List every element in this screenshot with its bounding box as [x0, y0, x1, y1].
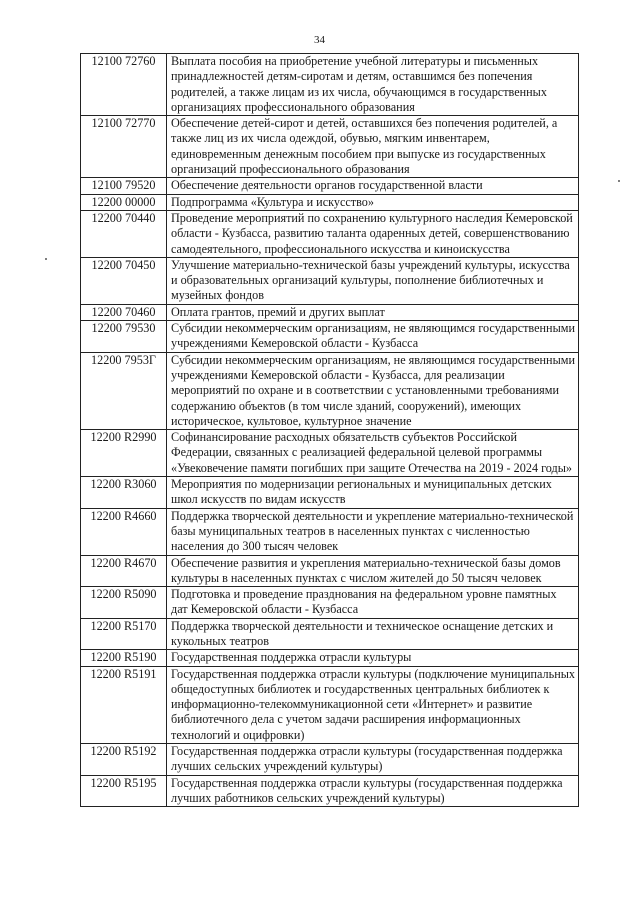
table-row	[81, 477, 579, 509]
table-row	[81, 257, 579, 304]
row-code: 12200 79530	[81, 321, 167, 353]
table-row	[81, 430, 579, 477]
row-description: Обеспечение деятельности органов государственной власти	[167, 178, 579, 194]
table-row	[81, 650, 579, 666]
row-code: 12200 R5190	[81, 650, 167, 666]
row-code: 12200 R5192	[81, 744, 167, 776]
row-description: Обеспечение развития и укрепления материально-технической базы домов культуры в населенных пунктах с числом жителей до 50 тысяч человек	[167, 555, 579, 587]
row-code: 12200 R4670	[81, 555, 167, 587]
table-row	[81, 666, 579, 743]
row-code: 12200 70450	[81, 257, 167, 304]
row-description: Софинансирование расходных обязательств субъектов Российской Федерации, связанных с реализацией федеральной целевой программы «Увековечение памяти погибших при защите Отечества на 2019 - 2024 годы»	[167, 430, 579, 477]
table-row	[81, 744, 579, 776]
table-row	[81, 508, 579, 555]
table-row	[81, 321, 579, 353]
row-description: Государственная поддержка отрасли культуры (государственная поддержка лучших сельских учреждений культуры)	[167, 744, 579, 776]
row-code: 12200 R2990	[81, 430, 167, 477]
scan-speck	[618, 180, 620, 182]
row-description: Мероприятия по модернизации региональных и муниципальных детских школ искусств по видам искусств	[167, 477, 579, 509]
table-row	[81, 587, 579, 619]
table-row	[81, 304, 579, 320]
table-row	[81, 54, 579, 116]
row-description: Поддержка творческой деятельности и техническое оснащение детских и кукольных театров	[167, 618, 579, 650]
row-description: Оплата грантов, премий и других выплат	[167, 304, 579, 320]
table-row	[81, 555, 579, 587]
row-description: Обеспечение детей-сирот и детей, оставшихся без попечения родителей, а также лиц из их числа одеждой, обувью, мягким инвентарем, единовременным денежным пособием при выпуске из государственных организаций профессионального образования	[167, 116, 579, 178]
row-code: 12100 72760	[81, 54, 167, 116]
table-row	[81, 352, 579, 429]
row-description: Поддержка творческой деятельности и укрепление материально-технической базы муниципальных театров в населенных пунктах с численностью населения до 300 тысяч человек	[167, 508, 579, 555]
table-body	[81, 54, 579, 807]
row-description: Государственная поддержка отрасли культуры	[167, 650, 579, 666]
table-row	[81, 116, 579, 178]
row-description: Субсидии некоммерческим организациям, не являющимся государственными учреждениями Кемеровской области - Кузбасса	[167, 321, 579, 353]
row-code: 12100 72770	[81, 116, 167, 178]
row-description: Подпрограмма «Культура и искусство»	[167, 194, 579, 210]
row-description: Государственная поддержка отрасли культуры (подключение муниципальных общедоступных библиотек и государственных центральных библиотек к информационно-телекоммуникационной сети «Интернет» и развитие библиотечного дела с учетом задачи расширения информационных технологий и оцифровки)	[167, 666, 579, 743]
table-row	[81, 178, 579, 194]
row-code: 12200 R5195	[81, 775, 167, 807]
row-code: 12200 7953Г	[81, 352, 167, 429]
table-row	[81, 210, 579, 257]
row-code: 12200 R3060	[81, 477, 167, 509]
row-description: Проведение мероприятий по сохранению культурного наследия Кемеровской области - Кузбасса, развитию таланта одаренных детей, совершенствованию самодеятельного, профессионального искусства и киноискусства	[167, 210, 579, 257]
row-description: Улучшение материально-технической базы учреждений культуры, искусства и образовательных организаций культуры, пополнение библиотечных и музейных фондов	[167, 257, 579, 304]
scan-speck	[45, 258, 47, 260]
table-row	[81, 194, 579, 210]
table-row	[81, 618, 579, 650]
page-number: 34	[314, 34, 325, 46]
row-code: 12200 70440	[81, 210, 167, 257]
row-description: Государственная поддержка отрасли культуры (государственная поддержка лучших работников сельских учреждений культуры)	[167, 775, 579, 807]
row-code: 12200 R5191	[81, 666, 167, 743]
row-code: 12200 R5090	[81, 587, 167, 619]
row-code: 12200 R5170	[81, 618, 167, 650]
row-description: Субсидии некоммерческим организациям, не являющимся государственными учреждениями Кемеровской области - Кузбасса, для реализации мероприятий по охране и в соответствии с установленными требованиями содержанию объектов (в том числе зданий, сооружений), имеющих историческое, культовое, культурное значение	[167, 352, 579, 429]
table-row	[81, 775, 579, 807]
row-code: 12100 79520	[81, 178, 167, 194]
row-code: 12200 R4660	[81, 508, 167, 555]
row-description: Подготовка и проведение празднования на федеральном уровне памятных дат Кемеровской области - Кузбасса	[167, 587, 579, 619]
row-description: Выплата пособия на приобретение учебной литературы и письменных принадлежностей детям-сиротам и детям, оставшимся без попечения родителей, а также лицам из их числа, обучающимся в государственных организациях профессионального образования	[167, 54, 579, 116]
row-code: 12200 70460	[81, 304, 167, 320]
row-code: 12200 00000	[81, 194, 167, 210]
budget-classification-table	[80, 53, 579, 807]
